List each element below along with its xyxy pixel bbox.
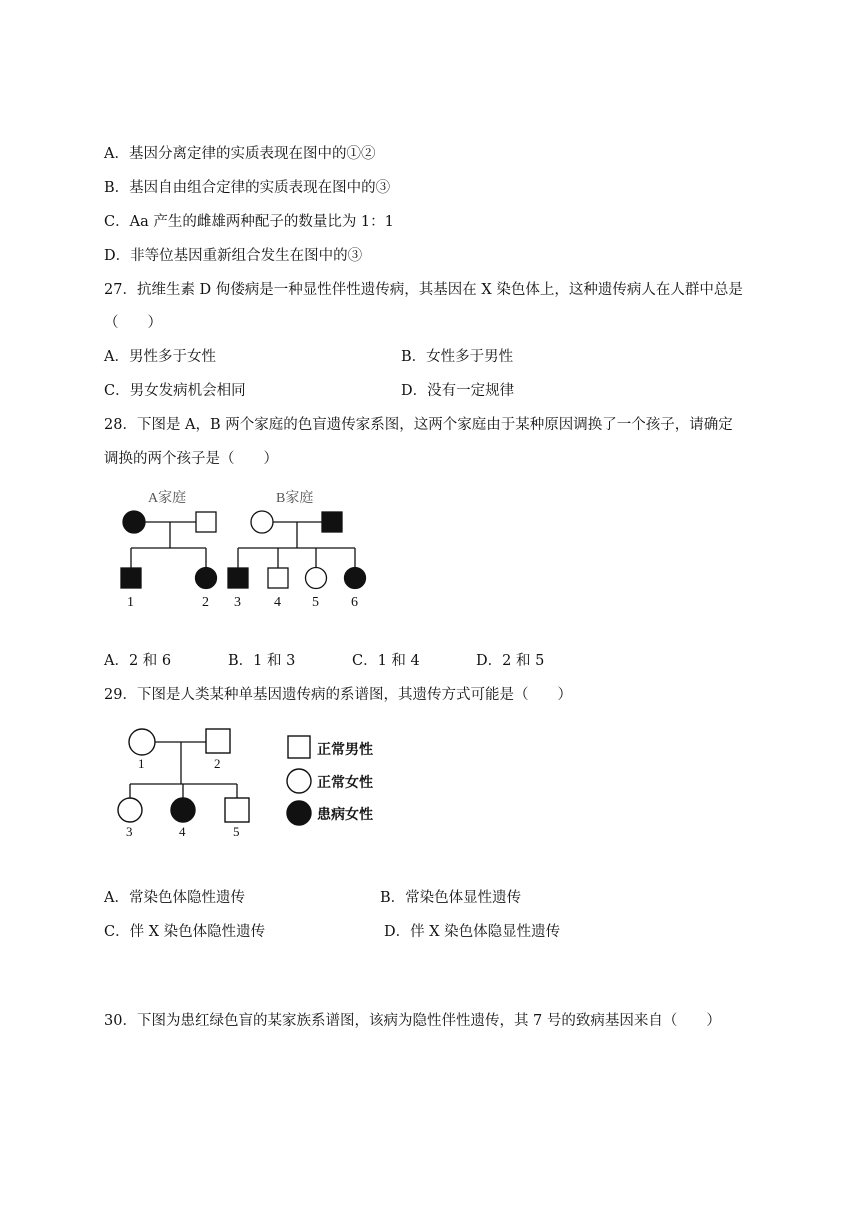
q28-option-b: B．1 和 3	[228, 653, 296, 669]
q27-option-c: C．男女发病机会相同	[104, 383, 246, 399]
child-number-2: 2	[202, 595, 209, 610]
legend-normal-male-label: 正常男性	[317, 742, 373, 758]
pedigree-figure-families-a-b	[110, 484, 380, 612]
q27-option-a: A．男性多于女性	[104, 349, 216, 365]
pedigree-legend-symbols	[284, 733, 316, 829]
q29-option-b: B．常染色体显性遗传	[380, 890, 522, 906]
family-b-child-4-normal-male-symbol	[268, 568, 288, 588]
legend-affected-female-label: 患病女性	[317, 807, 373, 823]
q28-option-a: A．2 和 6	[104, 653, 172, 669]
child-number-5: 5	[312, 595, 319, 610]
q30-stem: 30．下图为患红绿色盲的某家族系谱图，该病为隐性伴性遗传，其 7 号的致病基因来自（ ）	[104, 1013, 721, 1029]
child-number-6: 6	[351, 595, 358, 610]
q29-stem: 29．下图是人类某种单基因遗传病的系谱图，其遗传方式可能是（ ）	[104, 687, 572, 703]
q28-option-c: C．1 和 4	[352, 653, 420, 669]
person-number-1: 1	[138, 756, 145, 771]
q28-stem-line2: 调换的两个孩子是（ ）	[104, 451, 278, 467]
q27-option-b: B．女性多于男性	[401, 349, 514, 365]
q26-option-a: A．基因分离定律的实质表现在图中的①②	[104, 146, 376, 162]
person-number-4: 4	[179, 824, 186, 838]
child-number-1: 1	[127, 595, 134, 610]
q26-option-b: B．基因自由组合定律的实质表现在图中的③	[104, 180, 391, 196]
person-number-5: 5	[233, 824, 240, 838]
child-4-affected-female-symbol	[171, 798, 195, 822]
q29-option-c: C．伴 X 染色体隐性遗传	[104, 924, 266, 940]
family-a-child-2-affected-female-symbol	[196, 568, 217, 589]
child-number-3: 3	[234, 595, 241, 610]
family-a-mother-affected-symbol	[123, 511, 145, 533]
q29-option-d: D．伴 X 染色体隐显性遗传	[384, 924, 561, 940]
family-a-label: A家庭	[148, 491, 187, 506]
q26-option-d: D．非等位基因重新组合发生在图中的③	[104, 248, 363, 264]
person-number-3: 3	[126, 824, 133, 838]
person-number-2: 2	[214, 756, 221, 771]
child-5-normal-male-symbol	[225, 798, 249, 822]
pedigree-figure-single-gene	[112, 722, 252, 838]
q28-option-d: D．2 和 5	[476, 653, 545, 669]
family-b-child-6-affected-female-symbol	[345, 568, 366, 589]
legend-open-circle-icon	[287, 769, 311, 793]
family-a-child-1-affected-male-symbol	[121, 568, 141, 588]
q27-option-d: D．没有一定规律	[401, 383, 515, 399]
child-3-normal-female-symbol	[118, 798, 142, 822]
family-a-father-normal-symbol	[196, 512, 216, 532]
family-b-label: B家庭	[276, 491, 314, 506]
legend-normal-female-label: 正常女性	[317, 775, 373, 791]
q26-option-c: C．Aa 产生的雌雄两种配子的数量比为 1：1	[104, 214, 394, 230]
family-b-father-affected-symbol	[322, 512, 342, 532]
q27-stem-line1: 27．抗维生素 D 佝偻病是一种显性伴性遗传病，其基因在 X 染色体上，这种遗传病人在人群中总是	[104, 282, 743, 298]
family-b-child-5-normal-female-symbol	[306, 568, 327, 589]
child-number-4: 4	[274, 595, 281, 610]
q29-option-a: A．常染色体隐性遗传	[104, 890, 245, 906]
q28-stem-line1: 28．下图是 A，B 两个家庭的色盲遗传家系图，这两个家庭由于某种原因调换了一个孩子，请确定	[104, 417, 733, 433]
parent-2-normal-male-symbol	[206, 729, 230, 753]
family-b-child-3-affected-male-symbol	[228, 568, 248, 588]
legend-filled-circle-icon	[287, 801, 311, 825]
parent-1-normal-female-symbol	[129, 729, 155, 755]
legend-square-icon	[288, 736, 310, 758]
q27-stem-line2: （ ）	[104, 315, 162, 331]
family-b-mother-normal-symbol	[251, 511, 273, 533]
